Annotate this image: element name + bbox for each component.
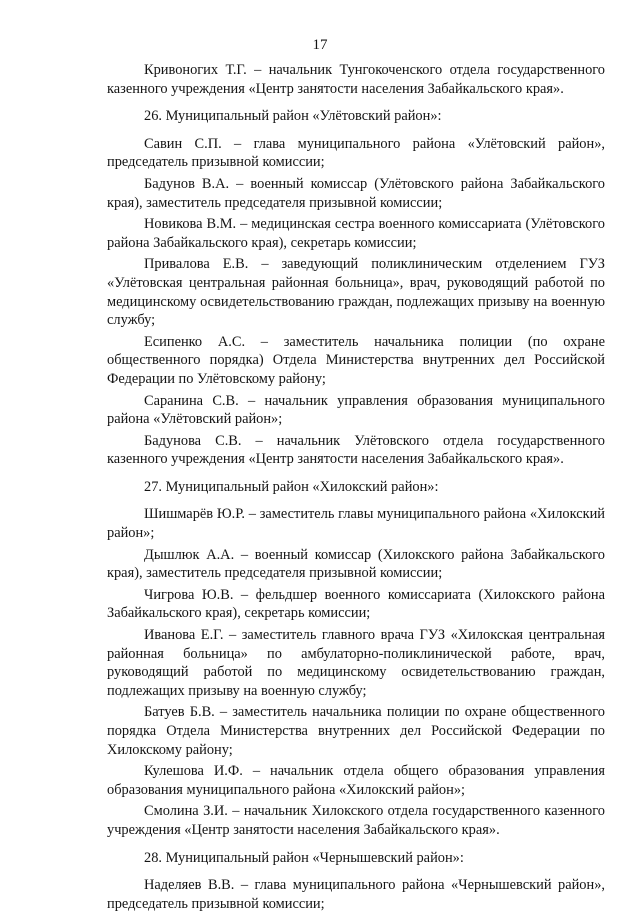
section-heading-26: 26. Муниципальный район «Улётовский район»: xyxy=(144,108,442,125)
member-entry: Новикова В.М. – медицинская сестра военного комиссариата (Улётовского района Забайкальского края), секретарь комиссии; xyxy=(107,216,605,251)
section-heading-28: 28. Муниципальный район «Чернышевский район»: xyxy=(144,849,464,866)
member-entry: Бадунов В.А. – военный комиссар (Улётовского района Забайкальского края), заместитель председателя призывной комиссии; xyxy=(107,175,605,211)
page-number: 17 xyxy=(312,37,328,53)
section-heading-27: 27. Муниципальный район «Хилокский район»: xyxy=(144,478,439,495)
member-entry: Шишмарёв Ю.Р. – заместитель главы муниципального района «Хилокский район»; xyxy=(107,506,605,542)
member-entry: Дышлюк А.А. – военный комиссар (Хилокского района Забайкальского края), заместитель председателя призывной комиссии; xyxy=(107,546,605,582)
member-entry: Смолина З.И. – начальник Хилокского отдела государственного казенного учреждения «Центр занятости населения Забайкальского края». xyxy=(107,803,605,838)
member-entry: Есипенко А.С. – заместитель начальника полиции (по охране общественного порядка) Отдела Министерства внутренних дел Российской Федерации по Улётовскому району; xyxy=(107,333,605,387)
member-entry: Наделяев В.В. – глава муниципального района «Чернышевский район», председатель призывной комиссии; xyxy=(107,877,605,912)
member-entry: Бадунова С.В. – начальник Улётовского отдела государственного казенного учреждения «Центр занятости населения Забайкальского края». xyxy=(107,432,605,468)
member-entry: Кривоногих Т.Г. – начальник Тунгокоченского отдела государственного казенного учреждения «Центр занятости населения Забайкальского края». xyxy=(107,62,605,97)
member-entry: Савин С.П. – глава муниципального района «Улётовский район», председатель призывной комиссии; xyxy=(107,135,605,171)
member-entry: Привалова Е.В. – заведующий поликлиническим отделением ГУЗ «Улётовская центральная районная больница», врач, руководящий работой по медицинскому освидетельствованию граждан, подлежащих призыву на военную службу; xyxy=(107,256,605,329)
member-entry: Чигрова Ю.В. – фельдшер военного комиссариата (Хилокского района Забайкальского края), секретарь комиссии; xyxy=(107,586,605,622)
member-entry: Иванова Е.Г. – заместитель главного врача ГУЗ «Хилокская центральная районная больница» по амбулаторно-поликлинической работе, врач, руководящий работой по медицинскому освидетельствованию граждан, подлежащих призыву на военную службу; xyxy=(107,627,605,699)
member-entry: Батуев Б.В. – заместитель начальника полиции по охране общественного порядка Отдела Министерства внутренних дел Российской Федерации по Хилокскому району; xyxy=(107,704,605,758)
document-body xyxy=(107,61,605,916)
member-entry: Кулешова И.Ф. – начальник отдела общего образования управления образования муниципального района «Хилокский район»; xyxy=(107,763,605,798)
member-entry: Саранина С.В. – начальник управления образования муниципального района «Улётовский район»; xyxy=(107,392,605,428)
